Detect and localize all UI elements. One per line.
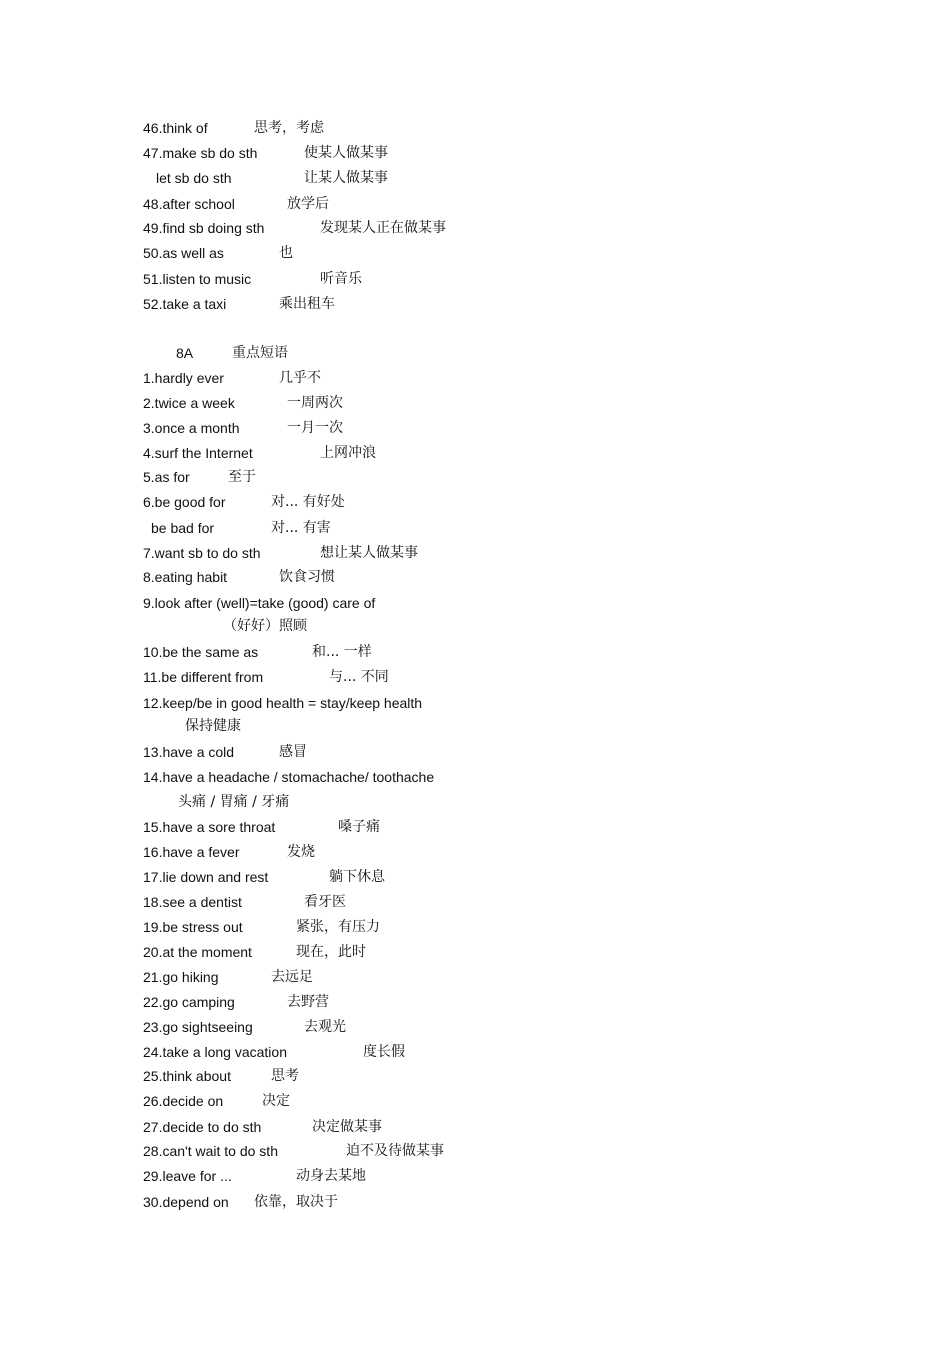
entry-zh: 感冒	[279, 744, 307, 760]
entry-en: 7.want sb to do sth	[143, 545, 261, 561]
entry-zh: 紧张，有压力	[296, 919, 380, 935]
entry-en: 46.think of	[143, 120, 208, 136]
entry-zh: 去远足	[271, 969, 313, 985]
entry-zh: 听音乐	[320, 271, 362, 287]
entry-en: 21.go hiking	[143, 969, 219, 985]
entry-en: 9.look after (well)=take (good) care of	[143, 595, 376, 611]
entry-en: 13.have a cold	[143, 744, 235, 760]
entry-en: 51.listen to music	[143, 271, 252, 287]
entry-zh: 决定做某事	[312, 1119, 382, 1135]
entry-zh: 依靠，取决于	[254, 1194, 338, 1210]
entry-zh: 乘出租车	[279, 296, 335, 312]
entry-en: 5.as for	[143, 469, 190, 485]
entry-en: 27.decide to do sth	[143, 1119, 262, 1135]
entry-zh: 决定	[262, 1093, 290, 1109]
entry-zh: 让某人做某事	[304, 170, 388, 186]
entry-zh: 去观光	[304, 1019, 346, 1035]
entry-zh: 对... 有好处	[271, 494, 345, 510]
entry-en: 18.see a dentist	[143, 894, 242, 910]
entry-en: 47.make sb do sth	[143, 145, 258, 161]
entry-zh: 上网冲浪	[320, 445, 376, 461]
section-heading-title: 重点短语	[232, 345, 288, 361]
entry-en: 50.as well as	[143, 245, 224, 261]
entry-en: 30.depend on	[143, 1194, 229, 1210]
entry-zh: 发现某人正在做某事	[320, 220, 446, 236]
entry-en: 17.lie down and rest	[143, 869, 269, 885]
entry-en: 2.twice a week	[143, 395, 235, 411]
entry-en: 15.have a sore throat	[143, 819, 276, 835]
entry-zh: 躺下休息	[329, 869, 385, 885]
section-heading-code: 8A	[176, 345, 194, 361]
entry-zh: 饮食习惯	[279, 569, 335, 585]
entry-zh: 至于	[228, 469, 256, 485]
entry-zh: 几乎不	[279, 370, 321, 386]
entry-en: 49.find sb doing sth	[143, 220, 265, 236]
entry-en: 16.have a fever	[143, 844, 240, 860]
entry-en: 22.go camping	[143, 994, 235, 1010]
entry-en: 12.keep/be in good health = stay/keep health	[143, 695, 423, 711]
entry-zh: 看牙医	[304, 894, 346, 910]
entry-en: 48.after school	[143, 196, 235, 212]
entry-en: be bad for	[151, 520, 215, 536]
entry-en: 8.eating habit	[143, 569, 228, 585]
entry-zh: 去野营	[287, 994, 329, 1010]
entry-zh: 度长假	[363, 1044, 405, 1060]
entry-en: 14.have a headache / stomachache/ toothache	[143, 769, 435, 785]
entry-en: 11.be different from	[143, 669, 264, 685]
entry-zh: 一周两次	[287, 395, 343, 411]
entry-en: 29.leave for ...	[143, 1168, 232, 1184]
entry-en: 25.think about	[143, 1068, 231, 1084]
entry-zh: 想让某人做某事	[320, 545, 418, 561]
entry-zh: 对... 有害	[271, 520, 331, 536]
entry-en: 4.surf the Internet	[143, 445, 253, 461]
entry-en: 6.be good for	[143, 494, 226, 510]
entry-zh: 也	[279, 245, 293, 261]
entry-zh: 和... 一样	[312, 644, 372, 660]
entry-en: 52.take a taxi	[143, 296, 227, 312]
entry-en: 3.once a month	[143, 420, 240, 436]
entry-zh: 放学后	[287, 196, 329, 212]
entry-zh: 保持健康	[185, 718, 241, 734]
entry-zh: 发烧	[287, 844, 315, 860]
entry-en: 20.at the moment	[143, 944, 252, 960]
entry-en: 28.can't wait to do sth	[143, 1143, 278, 1159]
entry-en: 1.hardly ever	[143, 370, 224, 386]
entry-zh: 与... 不同	[329, 669, 389, 685]
entry-zh: 使某人做某事	[304, 145, 388, 161]
entry-zh: 迫不及待做某事	[346, 1143, 444, 1159]
entry-zh: 思考，考虑	[254, 120, 324, 136]
entry-zh: 动身去某地	[296, 1168, 366, 1184]
entry-en: 26.decide on	[143, 1093, 224, 1109]
entry-zh: 头痛 / 胃痛 / 牙痛	[178, 794, 290, 810]
entry-en: 23.go sightseeing	[143, 1019, 253, 1035]
entry-zh: 思考	[271, 1068, 299, 1084]
entry-en: 19.be stress out	[143, 919, 243, 935]
entry-zh: 现在，此时	[296, 944, 366, 960]
entry-en: let sb do sth	[156, 170, 232, 186]
entry-en: 24.take a long vacation	[143, 1044, 287, 1060]
entry-en: 10.be the same as	[143, 644, 259, 660]
entry-zh: （好好）照顾	[223, 618, 307, 634]
entry-zh: 一月一次	[287, 420, 343, 436]
entry-zh: 嗓子痛	[338, 819, 380, 835]
